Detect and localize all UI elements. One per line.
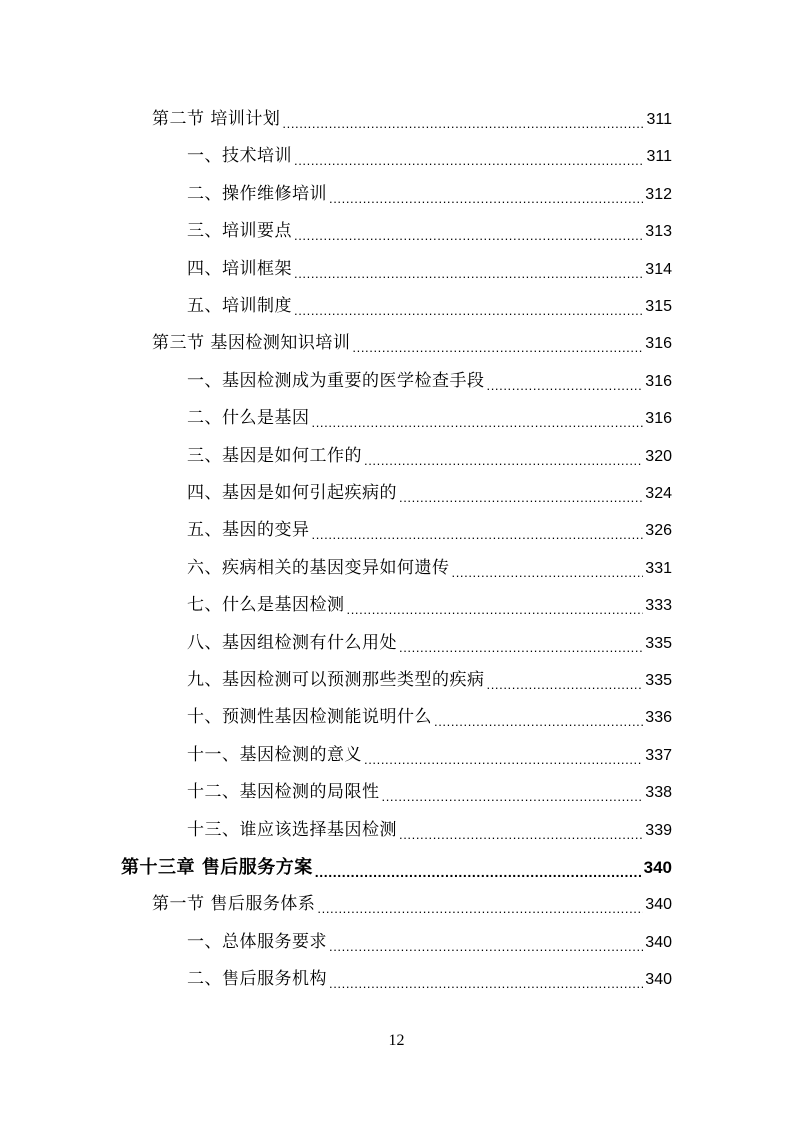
- toc-entry[interactable]: [187, 662, 672, 699]
- toc-entry-title: 一、基因检测成为重要的医学检查手段: [187, 371, 485, 391]
- toc-leader-dots: [312, 410, 644, 427]
- toc-leader-dots: [317, 896, 643, 913]
- toc-leader-dots: [399, 635, 643, 652]
- toc-entry-page: 335: [645, 634, 672, 652]
- toc-entry-title: 十一、基因检测的意义: [187, 745, 362, 765]
- toc-entry-page: 337: [645, 746, 672, 764]
- toc-leader-dots: [315, 859, 642, 877]
- toc-entry-title: 六、疾病相关的基因变异如何遗传: [187, 558, 450, 578]
- toc-entry[interactable]: [187, 512, 672, 549]
- toc-entry-page: 339: [645, 821, 672, 839]
- toc-entry-title: 七、什么是基因检测: [187, 595, 345, 615]
- toc-entry-title: 三、基因是如何工作的: [187, 446, 362, 466]
- toc-entry-page: 311: [646, 147, 672, 165]
- toc-leader-dots: [347, 597, 644, 614]
- toc-leader-dots: [382, 784, 644, 801]
- toc-entry-page: 336: [645, 708, 672, 726]
- toc-entry-page: 316: [645, 409, 672, 427]
- toc-entry-chapter[interactable]: [121, 849, 672, 886]
- toc-entry-page: 326: [645, 521, 672, 539]
- toc-entry-title: 十、预测性基因检测能说明什么: [187, 707, 432, 727]
- toc-entry[interactable]: [152, 886, 672, 923]
- toc-leader-dots: [487, 672, 644, 689]
- toc-leader-dots: [282, 111, 644, 128]
- toc-entry[interactable]: [187, 774, 672, 811]
- toc-leader-dots: [364, 747, 643, 764]
- toc-entry-title: 一、技术培训: [187, 146, 292, 166]
- toc-entry-page: 324: [645, 484, 672, 502]
- toc-entry[interactable]: [187, 251, 672, 288]
- toc-entry-page: 340: [645, 933, 672, 951]
- toc-leader-dots: [329, 971, 643, 988]
- toc-entry-page: 333: [645, 596, 672, 614]
- toc-entry[interactable]: [187, 138, 672, 175]
- toc-entry-page: 312: [645, 185, 672, 203]
- toc-entry-page: 340: [645, 895, 672, 913]
- toc-entry[interactable]: [187, 438, 672, 475]
- toc-entry-page: 313: [645, 222, 672, 240]
- toc-entry[interactable]: [187, 475, 672, 512]
- toc-entry-title: 三、培训要点: [187, 221, 292, 241]
- toc-entry-title: 四、培训框架: [187, 259, 292, 279]
- toc-entry-title: 第三节 基因检测知识培训: [152, 333, 351, 353]
- toc-entry-page: 311: [646, 110, 672, 128]
- toc-entry[interactable]: [187, 288, 672, 325]
- toc-entry-page: 315: [645, 297, 672, 315]
- toc-entry-title: 第十三章 售后服务方案: [121, 856, 313, 878]
- toc-entry[interactable]: [187, 213, 672, 250]
- toc-leader-dots: [399, 822, 643, 839]
- toc-entry-page: 331: [645, 559, 672, 577]
- toc-entry[interactable]: [187, 699, 672, 736]
- toc-entry-title: 二、什么是基因: [187, 408, 310, 428]
- toc-leader-dots: [294, 223, 643, 240]
- toc-entry[interactable]: [187, 812, 672, 849]
- toc-leader-dots: [487, 373, 644, 390]
- toc-leader-dots: [312, 522, 644, 539]
- toc-entry[interactable]: [152, 101, 672, 138]
- toc-leader-dots: [434, 709, 643, 726]
- toc-leader-dots: [294, 261, 643, 278]
- toc-entry-page: 316: [645, 334, 672, 352]
- toc-entry[interactable]: [152, 325, 672, 362]
- toc-leader-dots: [329, 934, 643, 951]
- toc-entry-title: 二、售后服务机构: [187, 969, 327, 989]
- toc-leader-dots: [364, 448, 643, 465]
- toc-leader-dots: [452, 560, 644, 577]
- toc-leader-dots: [294, 148, 644, 165]
- toc-entry-title: 五、培训制度: [187, 296, 292, 316]
- toc-entry-title: 一、总体服务要求: [187, 932, 327, 952]
- toc-entry[interactable]: [187, 363, 672, 400]
- toc-entry-title: 二、操作维修培训: [187, 184, 327, 204]
- toc-entry[interactable]: [187, 176, 672, 213]
- toc-entry-title: 四、基因是如何引起疾病的: [187, 483, 397, 503]
- toc-entry-title: 八、基因组检测有什么用处: [187, 633, 397, 653]
- toc-entry-page: 340: [643, 858, 672, 877]
- toc-leader-dots: [329, 186, 643, 203]
- toc-entry-title: 九、基因检测可以预测那些类型的疾病: [187, 670, 485, 690]
- toc-entry-title: 十三、谁应该选择基因检测: [187, 820, 397, 840]
- toc-entry[interactable]: [187, 400, 672, 437]
- toc-entry[interactable]: [187, 587, 672, 624]
- toc-entry-page: 320: [645, 447, 672, 465]
- toc-entry-page: 314: [645, 260, 672, 278]
- toc-entry[interactable]: [187, 625, 672, 662]
- toc-entry[interactable]: [187, 550, 672, 587]
- toc-entry-page: 338: [645, 783, 672, 801]
- toc-leader-dots: [399, 485, 643, 502]
- toc-entry-page: 316: [645, 372, 672, 390]
- toc-entry-title: 五、基因的变异: [187, 520, 310, 540]
- toc-entry-title: 第一节 售后服务体系: [152, 894, 316, 914]
- toc-entry-page: 340: [645, 970, 672, 988]
- toc-entry[interactable]: [187, 961, 672, 998]
- toc-entry-page: 335: [645, 671, 672, 689]
- toc-entry-title: 十二、基因检测的局限性: [187, 782, 380, 802]
- toc-entry[interactable]: [187, 737, 672, 774]
- toc-entry-title: 第二节 培训计划: [152, 109, 281, 129]
- toc-leader-dots: [352, 335, 643, 352]
- toc-entry[interactable]: [187, 924, 672, 961]
- toc-leader-dots: [294, 298, 643, 315]
- page-number: 12: [388, 1032, 405, 1049]
